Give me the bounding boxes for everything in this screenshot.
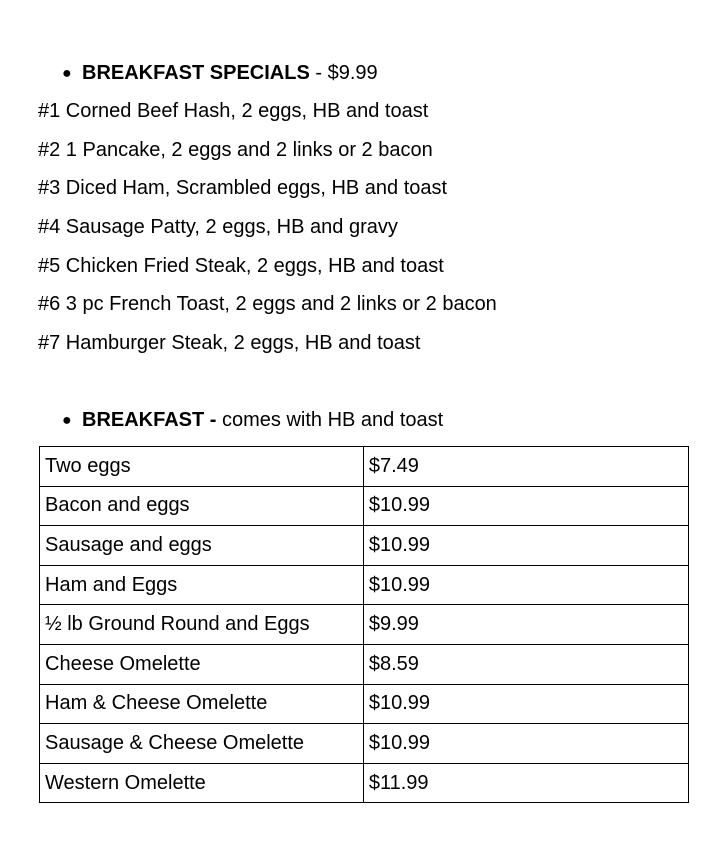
menu-item-name: ½ lb Ground Round and Eggs <box>40 605 364 645</box>
special-item-6: #6 3 pc French Toast, 2 eggs and 2 links or 2 bacon <box>38 293 497 316</box>
special-item-5: #5 Chicken Fried Steak, 2 eggs, HB and toast <box>38 254 444 277</box>
breakfast-title: BREAKFAST - <box>82 409 217 431</box>
menu-item-name: Ham & Cheese Omelette <box>40 684 364 724</box>
menu-item-name: Cheese Omelette <box>40 644 364 684</box>
breakfast-heading <box>62 408 443 433</box>
special-item-1: #1 Corned Beef Hash, 2 eggs, HB and toast <box>38 100 429 122</box>
specials-list <box>38 98 497 369</box>
table-row <box>40 684 689 724</box>
menu-item-price: $10.99 <box>363 684 688 724</box>
menu-item-price: $8.59 <box>363 644 688 684</box>
menu-item-price: $7.49 <box>363 447 688 487</box>
special-item-2: #2 1 Pancake, 2 eggs and 2 links or 2 bacon <box>38 138 433 161</box>
special-item-4: #4 Sausage Patty, 2 eggs, HB and gravy <box>38 216 398 239</box>
bullet-icon: ● <box>62 65 72 82</box>
menu-item-price: $10.99 <box>363 565 688 605</box>
specials-price: - $9.99 <box>309 62 378 84</box>
table-row <box>40 605 689 645</box>
specials-title: BREAKFAST SPECIALS <box>82 62 310 84</box>
special-item-3: #3 Diced Ham, Scrambled eggs, HB and toast <box>38 177 448 200</box>
table-row <box>40 763 689 803</box>
menu-item-price: $11.99 <box>363 763 688 803</box>
menu-item-price: $9.99 <box>363 605 688 645</box>
special-item-7: #7 Hamburger Steak, 2 eggs, HB and toast <box>38 332 421 355</box>
table-row <box>40 486 689 526</box>
bullet-icon: ● <box>62 412 72 429</box>
menu-item-name: Sausage & Cheese Omelette <box>40 724 364 764</box>
menu-item-price: $10.99 <box>363 724 688 764</box>
menu-item-name: Western Omelette <box>40 763 364 803</box>
menu-item-name: Bacon and eggs <box>40 486 364 526</box>
menu-item-price: $10.99 <box>363 526 688 566</box>
table-row <box>40 447 689 487</box>
menu-item-name: Sausage and eggs <box>40 526 364 566</box>
breakfast-subtitle: comes with HB and toast <box>216 409 444 431</box>
menu-item-name: Two eggs <box>40 447 364 487</box>
table-row <box>40 644 689 684</box>
breakfast-table <box>39 446 689 803</box>
menu-item-name: Ham and Eggs <box>40 565 364 605</box>
table-row <box>40 526 689 566</box>
table-row <box>40 724 689 764</box>
table-row <box>40 565 689 605</box>
menu-item-price: $10.99 <box>363 486 688 526</box>
specials-heading <box>62 61 378 86</box>
